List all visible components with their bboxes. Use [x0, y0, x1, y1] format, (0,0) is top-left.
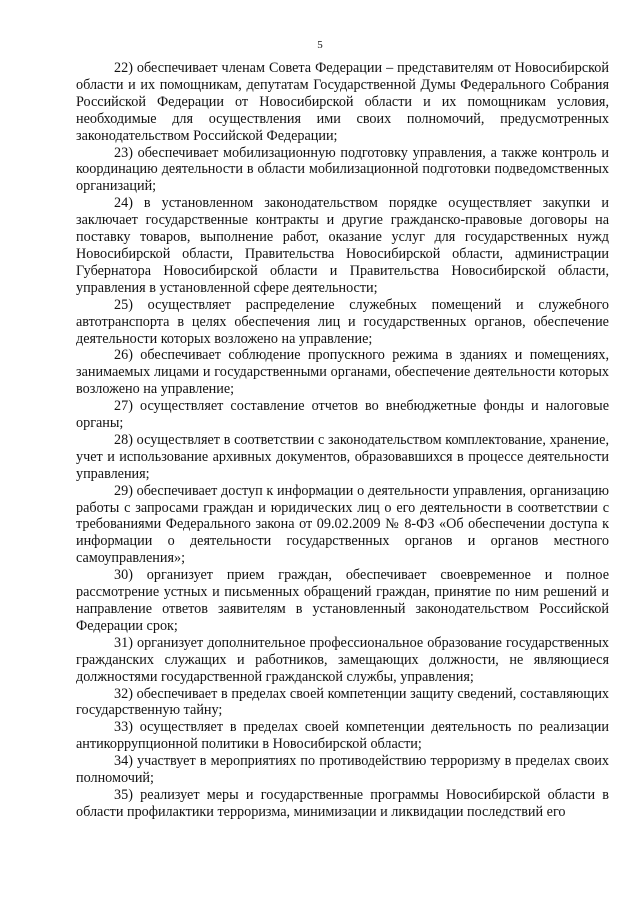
paragraph-25: 25) осуществляет распределение служебных помещений и служебного автотранспорта в целях обеспечения лиц и государственных органов, обеспечение деятельности которых возложено на управление; — [76, 296, 609, 347]
paragraph-28: 28) осуществляет в соответствии с законодательством комплектование, хранение, учет и использование архивных документов, образовавшихся в процессе деятельности управления; — [76, 431, 609, 482]
paragraph-26: 26) обеспечивает соблюдение пропускного режима в зданиях и помещениях, занимаемых лицами и государственными органами, обеспечение деятельности которых возложено на управление; — [76, 347, 609, 398]
page-number: 5 — [317, 39, 323, 51]
paragraph-35: 35) реализует меры и государственные программы Новосибирской области в области профилактики терроризма, минимизации и ликвидации последствий его — [76, 786, 609, 820]
paragraph-31: 31) организует дополнительное профессиональное образование государственных гражданских служащих и работников, замещающих должности, не являющиеся должностями государственной гражданской службы, управления; — [76, 634, 609, 685]
document-body — [76, 60, 609, 821]
paragraph-29: 29) обеспечивает доступ к информации о деятельности управления, организацию работы с запросами граждан и юридических лиц о его деятельности в соответствии с требованиями Федерального закона от 09.02.2009 № 8-ФЗ «Об обеспечении доступа к информации о деятельности государственных органов и органов местного самоуправления»; — [76, 482, 609, 567]
paragraph-22: 22) обеспечивает членам Совета Федерации – представителям от Новосибирской области и их помощникам, депутатам Государственной Думы Федерального Собрания Российской Федерации от Новосибирской области и их помощникам условия, необходимые для осуществления ими своих полномочий, предусмотренных законодательством Российской Федерации; — [76, 60, 609, 144]
paragraph-27: 27) осуществляет составление отчетов во внебюджетные фонды и налоговые органы; — [76, 398, 609, 432]
paragraph-34: 34) участвует в мероприятиях по противодействию терроризму в пределах своих полномочий; — [76, 753, 609, 787]
paragraph-24: 24) в установленном законодательством порядке осуществляет закупки и заключает государственные контракты и другие гражданско-правовые договоры на поставку товаров, выполнение работ, оказание услуг для государственных нужд Новосибирской области, Правительства Новосибирской области, администрации Губернатора Новосибирской области и Правительства Новосибирской области, управления в установленной сфере деятельности; — [76, 195, 609, 296]
paragraph-30: 30) организует прием граждан, обеспечивает своевременное и полное рассмотрение устных и письменных обращений граждан, принятие по ним решений и направление ответов заявителям в установленный законодательством Российской Федерации срок; — [76, 567, 609, 634]
paragraph-32: 32) обеспечивает в пределах своей компетенции защиту сведений, составляющих государственную тайну; — [76, 685, 609, 719]
paragraph-23: 23) обеспечивает мобилизационную подготовку управления, а также контроль и координацию деятельности в области мобилизационной подготовки подведомственных организаций; — [76, 144, 609, 195]
paragraph-33: 33) осуществляет в пределах своей компетенции деятельность по реализации антикоррупционной политики в Новосибирской области; — [76, 719, 609, 753]
